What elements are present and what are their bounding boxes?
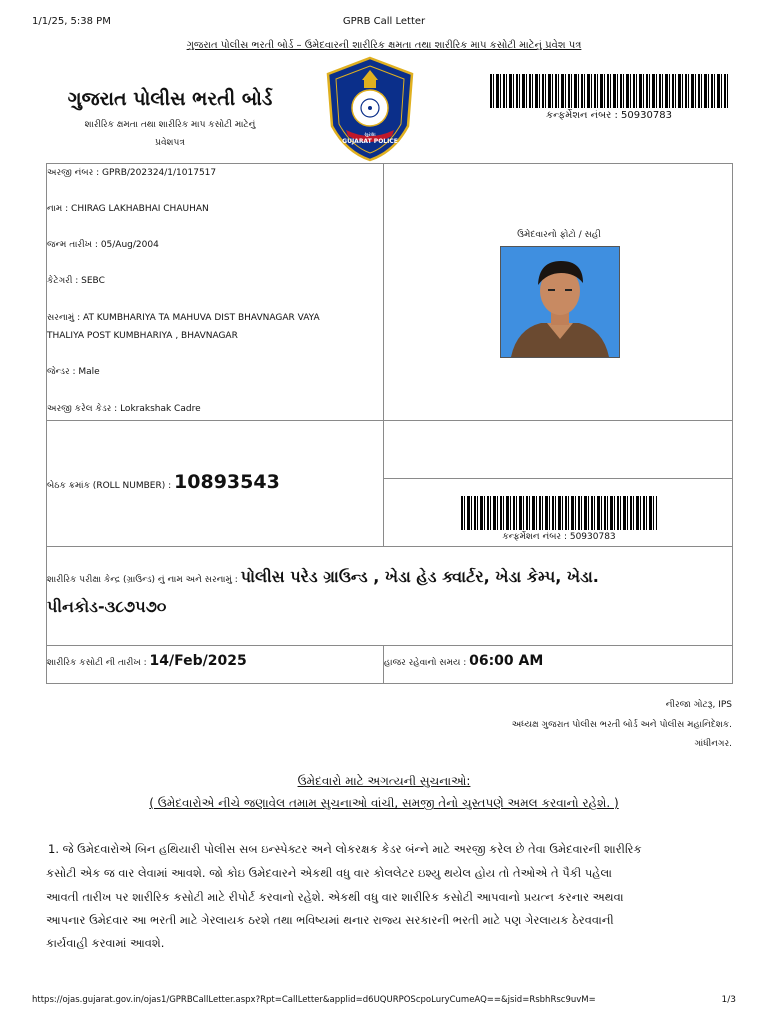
- print-footer-page: 1/3: [721, 995, 736, 1005]
- candidate-portrait-icon: [501, 247, 619, 357]
- instruction-1-line4: આપનાર ઉમેદવાર આ ભરતી માટે ગેરલાયક ઠરશે તથા ભવિષ્યમાં થનાર રાજ્ય સરકારની ભરતી માટે પણ ગેરલાયક ઠેરવવાની: [46, 913, 614, 927]
- instruction-1-line3: આવતી તારીખ પર શારીરિક કસોટી માટે રીપોર્ટ કરવાનો રહેશે. એકથી વધુ વાર શારીરિક કસોટી આપવાનો પ્રયત્ન કરનાર અથવા: [46, 890, 624, 904]
- instructions-subheading: ( ઉમેદવારોએ નીચે જણાવેલ તમામ સુચનાઓ વાંચી, સમજી તેનો ચુસ્તપણે અમલ કરવાનો રહેશે. ): [149, 796, 619, 810]
- print-footer-url: https://ojas.gujarat.gov.in/ojas1/GPRBCallLetter.aspx?Rpt=CallLetter&applid=d6UQURPOScpoLuryCumeAQ==&jsid=RsbhRsc9uvM=: [32, 995, 596, 1005]
- applied-cadre: અરજી કરેલ કેડર : Lokrakshak Cadre: [47, 404, 201, 414]
- confirmation-value: 50930783: [621, 110, 672, 121]
- gujarat-police-emblem: [324, 56, 416, 162]
- signatory-place: ગાંધીનગર.: [694, 739, 732, 749]
- candidate-photo: [500, 246, 620, 358]
- venue-pincode: પીનકોડ-૩૮૭૫૭૦: [47, 597, 167, 616]
- instruction-1-line5: કાર્યવાહી કરવામાં આવશે.: [46, 936, 165, 950]
- roll-number-label: બેઠક ક્રમાંક (ROLL NUMBER): [47, 481, 166, 491]
- exam-date-value: 14/Feb/2025: [149, 653, 247, 669]
- roll-number-value: 10893543: [174, 471, 280, 493]
- photo-label: ઉમેદવારનો ફોટો / સહી: [517, 230, 601, 240]
- category: કેટેગરી : SEBC: [47, 276, 105, 286]
- venue-address: પોલીસ પરેડ ગ્રાઉન્ડ , ખેડા હેડ ક્વાર્ટર, ખેડા કેમ્પ, ખેડા.: [240, 567, 599, 586]
- exam-date: શારીરિક કસોટી ની તારીખ : 14/Feb/2025: [47, 653, 247, 669]
- gender: જેન્ડર : Male: [47, 367, 100, 377]
- blank-cell: [383, 420, 733, 479]
- signatory-designation: અધ્યક્ષ ગુજરાત પોલીસ ભરતી બોર્ડ અને પોલીસ મહાનિદેશક.: [511, 720, 732, 730]
- venue-line1: શારીરિક પરીક્ષા કેન્દ્ર (ગ્રાઉન્ડ) નું નામ અને સરનામું : પોલીસ પરેડ ગ્રાઉન્ડ , ખેડા હેડ ક્વાર્ટર, ખેડા કેમ્પ, ખેડા.: [47, 567, 599, 586]
- reporting-time-value: 06:00 AM: [469, 653, 544, 669]
- address-line2: THALIYA POST KUMBHARIYA , BHAVNAGAR: [47, 331, 238, 341]
- confirmation-label: કન્ફર્મેશન નંબર: [546, 110, 612, 121]
- emblem-text: GUJARAT POLICE: [342, 138, 398, 145]
- instructions-heading: ઉમેદવારો માટે અગત્યની સુચનાઓ:: [297, 774, 471, 788]
- confirmation-number-table: કન્ફર્મેશન નંબર : 50930783: [502, 532, 616, 542]
- document-title: ગુજરાત પોલીસ ભરતી બોર્ડ – ઉમેદવારની શારીરિક ક્ષમતા તથા શારીરિક માપ કસોટી માટેનું પ્રવેશ પત્ર: [186, 40, 582, 51]
- police-badge-icon: [324, 56, 416, 162]
- instruction-1-line1: 1. જે ઉમેદવારોએ બિન હથિયારી પોલીસ સબ ઇન્સ્પેક્ટર અને લોકરક્ષક કેડર બંન્ને માટે અરજી કરેલ છે તેવા ઉમેદવારની શારીરિક: [48, 842, 642, 856]
- board-subtitle-line1: શારીરિક ક્ષમતા તથા શારીરિક માપ કસોટી માટેનું: [84, 120, 256, 130]
- instruction-1-line2: કસોટી એક જ વાર લેવામાં આવશે. જો કોઇ ઉમેદવારને એકથી વધુ વાર કોલલેટર ઇશ્યુ થયેલ હોય તો તેઓએ તે પૈકી પહેલા: [46, 866, 612, 880]
- photo-cell: [383, 163, 733, 421]
- confirmation-barcode-top: [490, 74, 728, 108]
- confirmation-barcode-table: [461, 496, 657, 530]
- exam-date-cell: [46, 645, 384, 684]
- date-of-birth: જન્મ તારીખ : 05/Aug/2004: [47, 240, 159, 250]
- print-page-title: GPRB Call Letter: [342, 16, 426, 27]
- venue-cell: [46, 546, 733, 646]
- reporting-time: હાજર રહેવાનો સમય : 06:00 AM: [384, 653, 544, 669]
- venue-label: શારીરિક પરીક્ષા કેન્દ્ર (ગ્રાઉન્ડ) નું નામ અને સરનામું: [47, 575, 232, 585]
- roll-number-cell: [46, 420, 384, 547]
- emblem-motto: સુરક્ષા: [364, 132, 376, 138]
- confirmation-number-top: કન્ફર્મેશન નંબર : 50930783: [546, 110, 672, 121]
- reporting-time-cell: [383, 645, 733, 684]
- board-subtitle-line2: પ્રવેશપત્ર: [155, 138, 185, 148]
- address-line1: સરનામું : AT KUMBHARIYA TA MAHUVA DIST BHAVNAGAR VAYA: [47, 313, 320, 323]
- applicant-details-cell: [46, 163, 384, 421]
- applicant-name: નામ : CHIRAG LAKHABHAI CHAUHAN: [47, 204, 209, 214]
- application-number: અરજી નંબર : GPRB/202324/1/1017517: [47, 168, 217, 178]
- barcode-cell: [383, 478, 733, 547]
- print-datetime: 1/1/25, 5:38 PM: [32, 16, 111, 27]
- signatory-name: નીરજા ગોટરૂ, IPS: [665, 700, 732, 710]
- board-name: ગુજરાત પોલીસ ભરતી બોર્ડ: [67, 88, 273, 110]
- roll-number: બેઠક ક્રમાંક (ROLL NUMBER) : 10893543: [47, 471, 280, 493]
